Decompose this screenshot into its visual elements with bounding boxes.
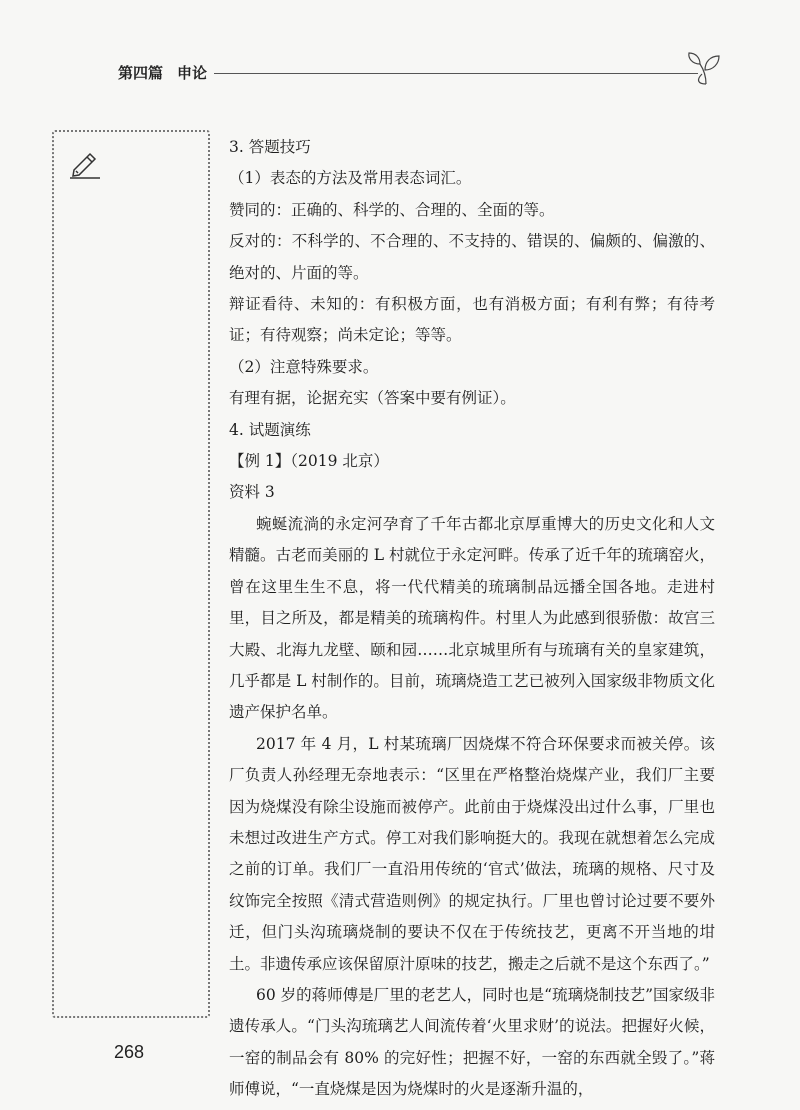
header-title: [118, 62, 207, 83]
page-number: 268: [114, 1042, 145, 1062]
text-line: 赞同的：正确的、科学的、合理的、全面的等。: [229, 200, 555, 219]
section-heading: 3. 答题技巧: [229, 138, 311, 156]
main-content: [229, 132, 715, 1106]
notes-box: [52, 130, 210, 1018]
text-line: （1）表态的方法及常用表态词汇。: [229, 169, 472, 188]
header-rule: [214, 73, 698, 74]
paragraph: 60 岁的蒋师傅是厂里的老艺人，同时也是“琉璃烧制技艺”国家级非遗传承人。“门头沟琉璃艺人间流传着‘火里求财’的说法。把握好火候，一窑的制品会有 80% 的完好性；把握不好，一窑的东西就全毁了。”蒋师傅说，“一直烧煤是因为烧煤时的火是逐渐升温的，: [229, 985, 716, 1099]
paragraph: 2017 年 4 月，L 村某琉璃厂因烧煤不符合环保要求而被关停。该厂负责人孙经理无奈地表示：“区里在严格整治烧煤产业，我们厂主要因为烧煤没有除尘设施而被停产。此前由于烧煤没出过什么事，厂里也未想过改进生产方式。停工对我们影响挺大的。我现在就想着怎么完成之前的订单。我们厂一直沿用传统的‘官式’做法，琉璃的规格、尺寸及纹饰完全按照《清式营造则例》的规定执行。厂里也曾讨论过要不要外迁，但门头沟琉璃烧制的要诀不仅在于传统技艺，更离不开当地的坩土。非遗传承应该保留原汁原味的技艺，搬走之后就不是这个东西了。”: [229, 734, 715, 973]
header-part: 第四篇: [118, 64, 164, 82]
header-section-title: 申论: [177, 64, 208, 82]
pencil-icon: [68, 150, 102, 180]
text-line: 有理有据，论据充实（答案中要有例证）。: [229, 389, 516, 408]
text-line: 辩证看待、未知的：有积极方面，也有消极方面；有利有弊；有待考证；有待观察；尚未定论；等等。: [229, 295, 715, 345]
page-header: [118, 58, 718, 88]
material-label: 资料 3: [229, 483, 275, 502]
example-label: 【例 1】（2019 北京）: [229, 452, 389, 471]
text-line: （2）注意特殊要求。: [229, 357, 379, 376]
text-line: 反对的：不科学的、不合理的、不支持的、错误的、偏颇的、偏激的、绝对的、片面的等。: [229, 232, 715, 282]
section-heading: 4. 试题演练: [229, 420, 311, 439]
paragraph: 蜿蜒流淌的永定河孕育了千年古都北京厚重博大的历史文化和人文精髓。古老而美丽的 L 村就位于永定河畔。传承了近千年的琉璃窑火，曾在这里生生不息，将一代代精美的琉璃制品远播全国各地。走进村里，目之所及，都是精美的琉璃构件。村里人为此感到很骄傲：故宫三大殿、北海九龙壁、颐和园……北京城里所有与琉璃有关的皇家建筑，几乎都是 L 村制作的。目前，琉璃烧造工艺已被列入国家级非物质文化遗产保护名单。: [229, 514, 715, 722]
sprout-icon: [686, 50, 726, 86]
